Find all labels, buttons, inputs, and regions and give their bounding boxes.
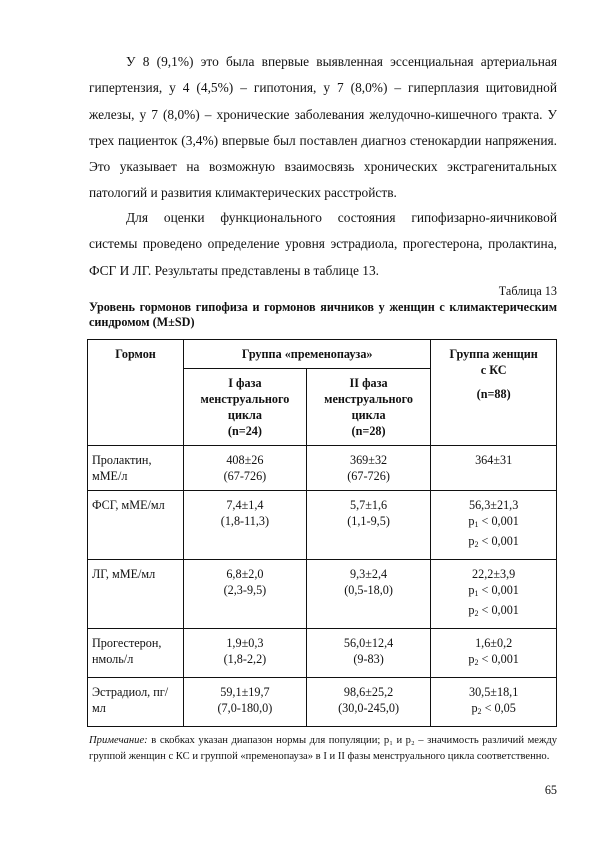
header-phase2-n: (n=28) [351, 424, 386, 438]
row-phase1-value: 408±26 [226, 453, 264, 467]
row-phase1-range: (7,0-180,0) [217, 701, 273, 715]
row-phase2-value: 5,7±1,6 [349, 498, 388, 512]
header-ks-line2: с КС [480, 363, 507, 377]
body-paragraph-1: У 8 (9,1%) это была впервые выявленная эссенциальная артериальная гипертензия, у 4 (4,5%) – гипотония, у 7 (8,0%) – гиперплазия щитовидной железы, у 7 (8,0%) – хронические заболевания желудочно-кишечного тракта. У трех пациенток (3,4%) впервые был поставлен диагноз стенокардии напряжения. Это указывает на возможную взаимосвязь хронических экстрагенитальных патологий и развития климактерических расстройств. [89, 54, 557, 201]
table-header-row-1 [88, 340, 557, 369]
row-phase1-value: 1,9±0,3 [226, 636, 264, 650]
page-number: 65 [544, 783, 557, 797]
row-hormone-name: Пролактин, мМЕ/л [88, 446, 184, 491]
row-phase1-cell [184, 678, 307, 727]
table-row [88, 446, 557, 491]
row-ks-p2: $p_2 < 0,001$ [468, 652, 519, 667]
row-phase2-cell [306, 491, 431, 560]
table-caption: Уровень гормонов гипофиза и гормонов яичников у женщин с климактерическим синдромом (M±SD) [89, 300, 557, 329]
header-phase1-line3: цикла [227, 408, 262, 422]
note-label: Примечание: [89, 735, 148, 746]
row-ks-value: 56,3±21,3 [468, 498, 519, 512]
row-phase1-value: 59,1±19,7 [220, 685, 270, 699]
row-phase2-range: (0,5-18,0) [344, 583, 393, 597]
table-row [88, 560, 557, 629]
row-ks-p2-value: < 0,001 [481, 652, 519, 666]
row-phase1-range: (1,8-11,3) [220, 514, 270, 528]
row-ks-p2-value: < 0,001 [481, 534, 519, 548]
row-ks-p2: $p_2 < 0,001$ [468, 534, 519, 549]
row-ks-cell [431, 560, 557, 629]
hormone-table [87, 339, 557, 727]
row-phase2-cell [306, 446, 431, 491]
row-phase1-range: (2,3-9,5) [223, 583, 267, 597]
header-hormone: Гормон [88, 340, 184, 446]
row-ks-value: 1,6±0,2 [475, 636, 513, 650]
header-ks-n: (n=88) [476, 387, 511, 401]
row-ks-value: 30,5±18,1 [468, 685, 519, 699]
body-paragraph-2: Для оценки функционального состояния гипофизарно-яичниковой системы проведено определение уровня эстрадиола, прогестерона, пролактина, ФСГ И ЛГ. Результаты представлены в таблице 13. [89, 210, 557, 278]
row-phase1-cell [184, 446, 307, 491]
row-phase2-range: (67-726) [347, 469, 390, 483]
table-row [88, 678, 557, 727]
header-phase2-line3: цикла [351, 408, 386, 422]
header-phase2-line1: II фаза [349, 376, 388, 390]
header-phase1-n: (n=24) [227, 424, 262, 438]
row-phase1-value: 6,8±2,0 [226, 567, 264, 581]
row-ks-p2-value: < 0,05 [484, 701, 516, 715]
table-row [88, 629, 557, 678]
row-phase1-range: (1,8-2,2) [223, 652, 267, 666]
row-phase1-cell [184, 491, 307, 560]
row-ks-p1: $p_1 < 0,001$ [468, 583, 519, 598]
row-phase1-value: 7,4±1,4 [226, 498, 264, 512]
row-phase2-value: 9,3±2,4 [349, 567, 388, 581]
row-phase2-range: (1,1-9,5) [347, 514, 390, 528]
row-ks-p1-value: < 0,001 [481, 583, 519, 597]
row-ks-value: 364±31 [475, 453, 513, 467]
row-phase2-cell [306, 560, 431, 629]
row-hormone-name: ФСГ, мМЕ/мл [88, 491, 184, 560]
row-phase2-value: 369±32 [349, 453, 388, 467]
row-phase2-range: (9-83) [353, 652, 384, 666]
row-ks-p2-value: < 0,001 [481, 603, 519, 617]
table-row [88, 491, 557, 560]
header-ks-group [431, 340, 557, 446]
row-hormone-name: ЛГ, мМЕ/мл [88, 560, 184, 629]
row-ks-value: 22,2±3,9 [472, 567, 516, 581]
row-hormone-name: Эстрадиол, пг/мл [88, 678, 184, 727]
row-ks-p2: $p_2 < 0,05$ [471, 701, 516, 716]
row-phase2-range: (30,0-245,0) [338, 701, 400, 715]
row-ks-cell [431, 629, 557, 678]
row-phase1-cell [184, 629, 307, 678]
header-phase1 [184, 369, 307, 446]
row-hormone-name: Прогестерон, нмоль/л [88, 629, 184, 678]
row-ks-p1: $p_1 < 0,001$ [468, 514, 519, 529]
table-note [89, 733, 557, 764]
header-premeno-group: Группа «пременопауза» [184, 340, 431, 369]
header-phase2-line2: менструального [324, 392, 413, 406]
row-ks-cell [431, 491, 557, 560]
header-ks-line1: Группа женщин [449, 347, 538, 361]
row-ks-cell [431, 678, 557, 727]
header-phase1-line1: I фаза [228, 376, 262, 390]
header-phase2 [306, 369, 431, 446]
row-ks-p2: $p_2 < 0,001$ [468, 603, 519, 618]
row-phase2-value: 56,0±12,4 [343, 636, 394, 650]
table-number: Таблица 13 [498, 284, 557, 298]
row-phase1-cell [184, 560, 307, 629]
note-text: в скобках указан диапазон нормы для популяции; p₁ и p₂ – значимость различий между группой женщин с КС и группой «пременопауза» в I и II фазы менструального цикла соответственно. [89, 735, 558, 762]
row-phase1-range: (67-726) [223, 469, 267, 483]
header-phase1-line2: менструального [200, 392, 290, 406]
row-phase2-cell [306, 629, 431, 678]
row-phase2-value: 98,6±25,2 [343, 685, 394, 699]
row-ks-p1-value: < 0,001 [481, 514, 519, 528]
row-phase2-cell [306, 678, 431, 727]
row-ks-cell [431, 446, 557, 491]
